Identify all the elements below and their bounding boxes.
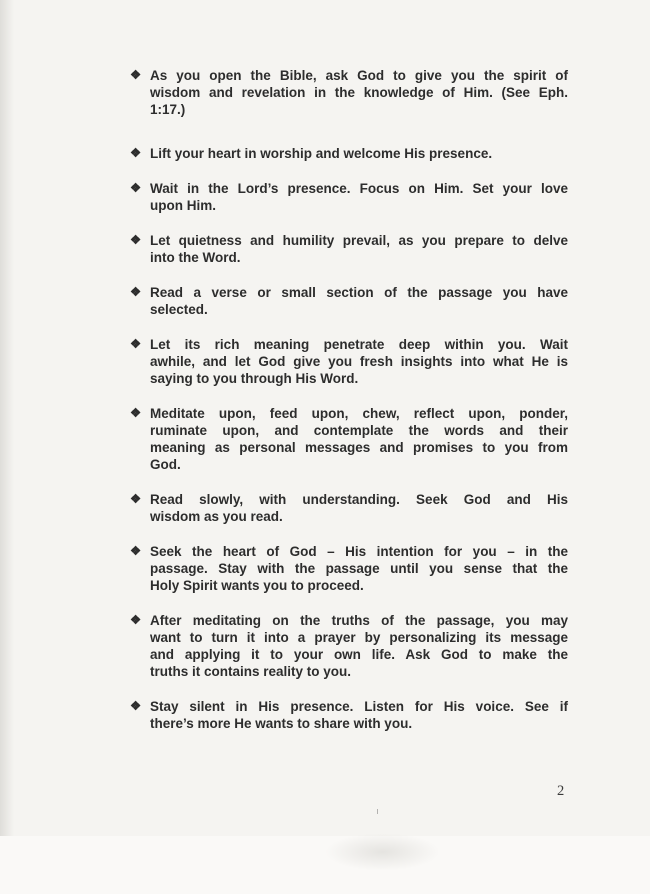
instruction-list — [130, 67, 568, 732]
text-line: wisdom and revelation in the knowledge of Him. (See Eph. — [150, 85, 568, 100]
text-line: Let its rich meaning penetrate deep within you. Wait — [150, 337, 568, 352]
list-item — [130, 405, 568, 473]
text-line: God. — [150, 457, 181, 472]
diamond-bullet-icon: ❖ — [130, 337, 142, 351]
diamond-bullet-icon: ❖ — [130, 613, 142, 627]
text-line: truths it contains reality to you. — [150, 664, 352, 679]
list-item — [130, 232, 568, 266]
list-item — [130, 67, 568, 118]
list-item — [130, 284, 568, 318]
scan-tick-artifact — [377, 809, 378, 814]
text-line: there’s more He wants to share with you. — [150, 716, 413, 731]
text-line: Lift your heart in worship and welcome His presence. — [150, 146, 493, 161]
text-line: meaning as personal messages and promises to you from — [150, 440, 568, 455]
text-line: awhile, and let God give you fresh insights into what He is — [150, 354, 568, 369]
text-line: Seek the heart of God – His intention for you – in the — [150, 544, 568, 559]
scan-bottom-band — [0, 836, 650, 894]
text-line: wisdom as you read. — [150, 509, 283, 524]
page-number: 2 — [557, 783, 565, 799]
diamond-bullet-icon: ❖ — [130, 492, 142, 506]
text-line: passage. Stay with the passage until you sense that the — [150, 561, 568, 576]
text-line: Read a verse or small section of the passage you have — [150, 285, 568, 300]
scan-edge-shadow — [0, 0, 14, 894]
text-line: and applying it to your own life. Ask God to make the — [150, 647, 568, 662]
text-line: Holy Spirit wants you to proceed. — [150, 578, 364, 593]
text-line: After meditating on the truths of the passage, you may — [150, 613, 568, 628]
diamond-bullet-icon: ❖ — [130, 699, 142, 713]
list-item — [130, 336, 568, 387]
text-line: saying to you through His Word. — [150, 371, 359, 386]
diamond-bullet-icon: ❖ — [130, 233, 142, 247]
text-block — [130, 67, 568, 732]
text-line: selected. — [150, 302, 208, 317]
diamond-bullet-icon: ❖ — [130, 406, 142, 420]
text-line: upon Him. — [150, 198, 216, 213]
text-line: ruminate upon, and contemplate the words and their — [150, 423, 568, 438]
text-line: Stay silent in His presence. Listen for His voice. See if — [150, 699, 568, 714]
diamond-bullet-icon: ❖ — [130, 146, 142, 160]
diamond-bullet-icon: ❖ — [130, 68, 142, 82]
list-item — [130, 491, 568, 525]
list-item — [130, 612, 568, 680]
text-line: Wait in the Lord’s presence. Focus on Him. Set your love — [150, 181, 568, 196]
text-line: 1:17.) — [150, 102, 186, 117]
diamond-bullet-icon: ❖ — [130, 285, 142, 299]
list-item — [130, 698, 568, 732]
text-line: Meditate upon, feed upon, chew, reflect upon, ponder, — [150, 406, 568, 421]
scan-smudge-artifact — [325, 833, 440, 871]
list-item — [130, 543, 568, 594]
text-line: into the Word. — [150, 250, 241, 265]
list-item — [130, 180, 568, 214]
diamond-bullet-icon: ❖ — [130, 544, 142, 558]
text-line: Let quietness and humility prevail, as you prepare to delve — [150, 233, 568, 248]
text-line: Read slowly, with understanding. Seek God and His — [150, 492, 568, 507]
list-item — [130, 145, 568, 162]
diamond-bullet-icon: ❖ — [130, 181, 142, 195]
text-line: want to turn it into a prayer by personalizing its message — [150, 630, 568, 645]
text-line: As you open the Bible, ask God to give you the spirit of — [150, 68, 568, 83]
